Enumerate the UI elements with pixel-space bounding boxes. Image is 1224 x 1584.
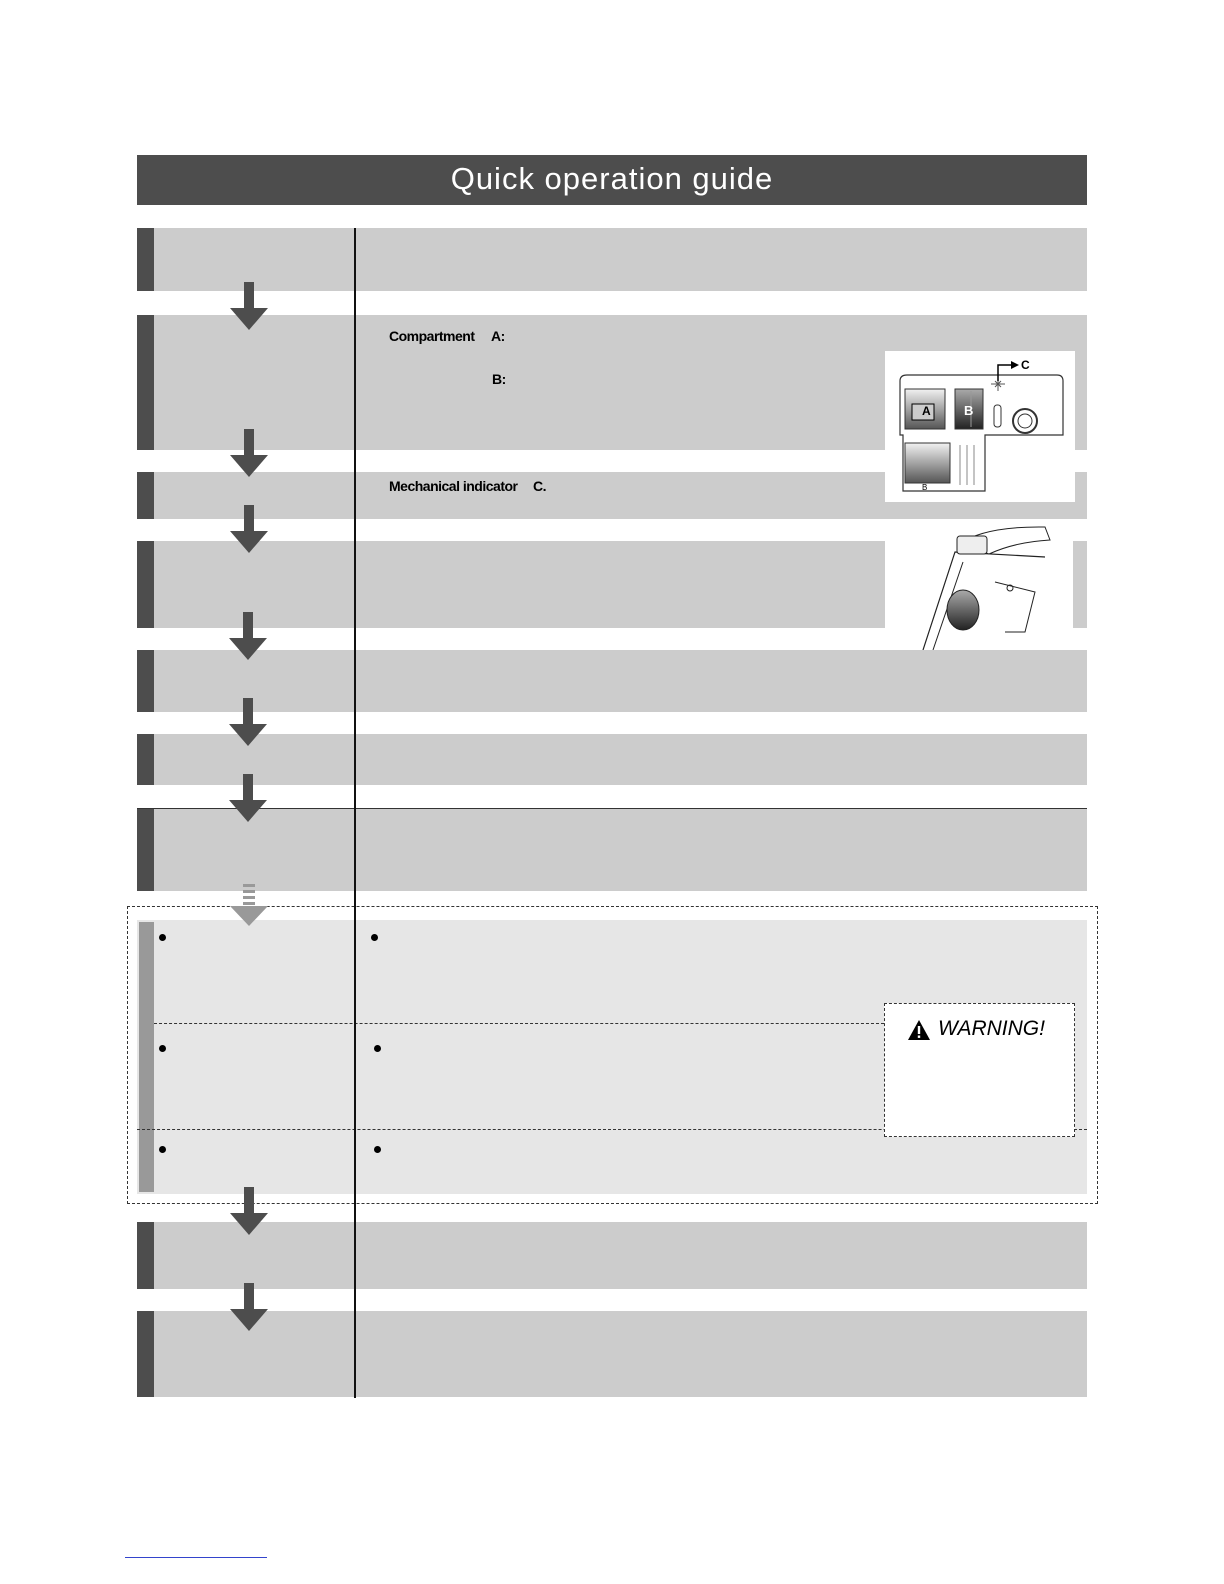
figure-label-small-b: B xyxy=(922,483,928,492)
page-title: Quick operation guide xyxy=(450,161,774,196)
filter-figure xyxy=(885,522,1073,650)
step-marker-2 xyxy=(137,315,154,450)
warning-triangle-icon xyxy=(907,1019,931,1041)
arrow-down-icon xyxy=(229,698,267,746)
bullet-1a xyxy=(159,934,166,941)
step-marker-4 xyxy=(137,541,154,628)
arrow-down-icon xyxy=(230,505,268,553)
bullet-2b xyxy=(374,1045,381,1052)
step-marker-1 xyxy=(137,228,154,291)
step-marker-8 xyxy=(137,1222,154,1289)
step-row-1 xyxy=(137,228,1087,291)
mechanical-indicator-label: Mechanical indicator xyxy=(389,478,518,494)
bullet-2a xyxy=(159,1045,166,1052)
arrow-down-icon xyxy=(229,612,267,660)
arrow-down-icon xyxy=(230,1187,268,1235)
step-marker-5 xyxy=(137,650,154,712)
bullet-1b xyxy=(371,934,378,941)
figure-label-a: A xyxy=(922,404,931,418)
bullet-3a xyxy=(159,1146,166,1153)
step-marker-9 xyxy=(137,1311,154,1397)
step-row-9 xyxy=(137,1311,1087,1397)
figure-label-c: C xyxy=(1021,358,1030,372)
compartment-a-label: A: xyxy=(491,328,505,344)
column-separator xyxy=(354,228,356,1398)
step-marker-7 xyxy=(137,809,154,891)
dispenser-figure xyxy=(885,351,1075,502)
step-row-5 xyxy=(137,650,1087,712)
arrow-down-icon xyxy=(230,1283,268,1331)
step-row-7 xyxy=(137,809,1087,891)
step-row-8 xyxy=(137,1222,1087,1289)
compartment-b-label: B: xyxy=(492,371,506,387)
arrow-down-icon xyxy=(230,282,268,330)
step-row-6 xyxy=(137,734,1087,785)
footer-link-underline[interactable] xyxy=(125,1557,267,1558)
warning-label: WARNING! xyxy=(938,1017,1045,1040)
arrow-down-icon xyxy=(230,429,268,477)
bullet-3b xyxy=(374,1146,381,1153)
options-divider-1 xyxy=(154,1023,884,1024)
indicator-c-label: C. xyxy=(533,478,546,494)
step-marker-6 xyxy=(137,734,154,785)
arrow-down-icon xyxy=(229,774,267,822)
compartment-label: Compartment xyxy=(389,328,475,344)
figure-label-b: B xyxy=(964,403,973,418)
dashed-arrow-down-icon xyxy=(230,884,268,926)
step-marker-3 xyxy=(137,472,154,519)
